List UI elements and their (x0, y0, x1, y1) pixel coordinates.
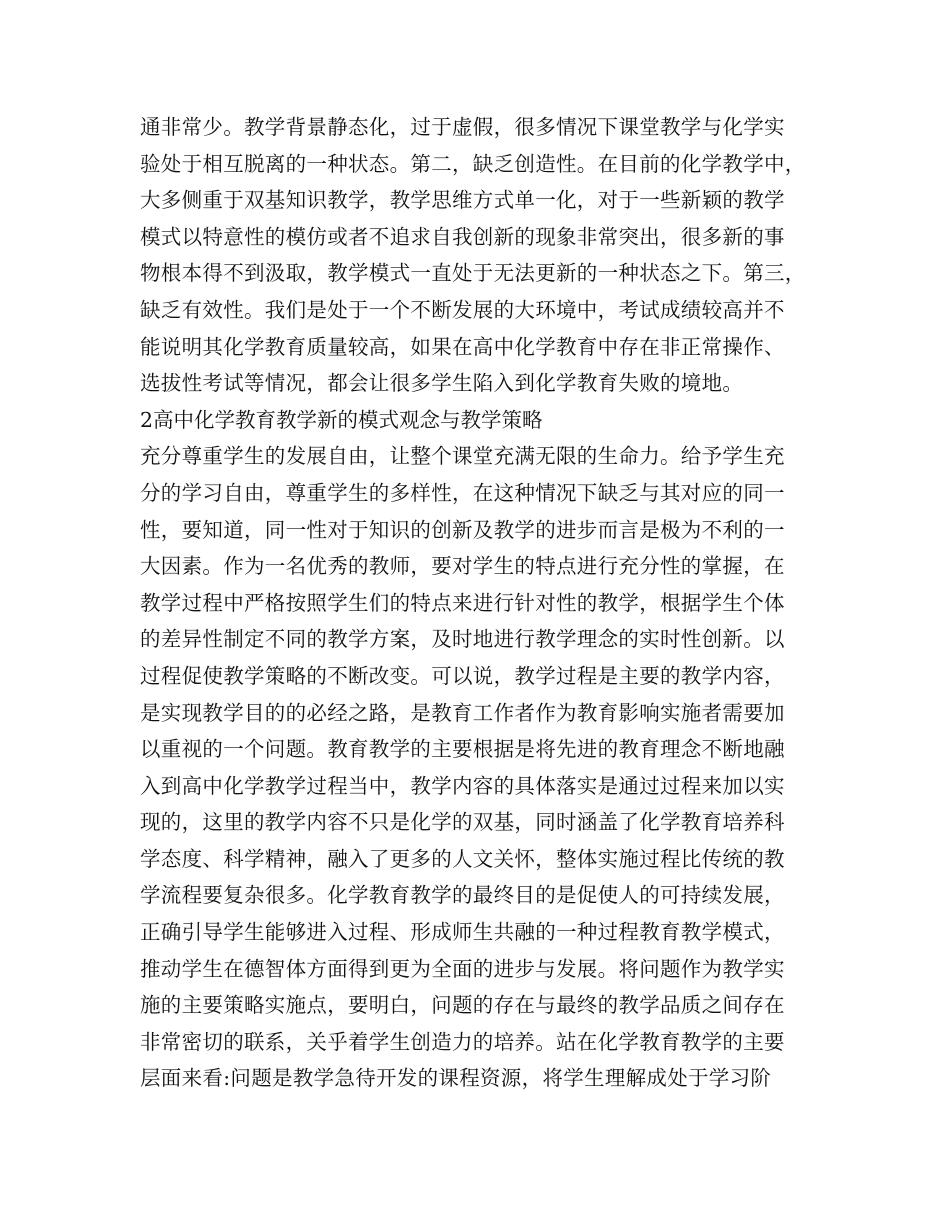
text-line: 以重视的一个问题。教育教学的主要根据是将先进的教育理念不断地融 (140, 737, 785, 762)
text-line: 验处于相互脱离的一种状态。第二，缺乏创造性。在目前的化学教学中， (140, 151, 806, 176)
text-line: 充分尊重学生的发展自由，让整个课堂充满无限的生命力。给予学生充 (140, 444, 785, 469)
text-line: 非常密切的联系，关乎着学生创造力的培养。站在化学教育教学的主要 (140, 1029, 785, 1054)
text-line: 性，要知道，同一性对于知识的创新及教学的进步而言是极为不利的一 (140, 517, 785, 542)
text-line: 模式以特意性的模仿或者不追求自我创新的现象非常突出，很多新的事 (140, 224, 785, 249)
text-line: 选拔性考试等情况，都会让很多学生陷入到化学教育失败的境地。 (140, 371, 744, 396)
text-line: 是实现教学目的的必经之路，是教育工作者作为教育影响实施者需要加 (140, 700, 785, 725)
text-line: 学态度、科学精神，融入了更多的人文关怀，整体实施过程比传统的教 (140, 846, 785, 871)
text-line: 正确引导学生能够进入过程、形成师生共融的一种过程教育教学模式， (140, 920, 785, 945)
text-line: 学流程要复杂很多。化学教育教学的最终目的是促使人的可持续发展， (140, 883, 785, 908)
text-line: 缺乏有效性。我们是处于一个不断发展的大环境中，考试成绩较高并不 (140, 297, 785, 322)
text-line: 物根本得不到汲取，教学模式一直处于无法更新的一种状态之下。第三， (140, 261, 806, 286)
text-line: 层面来看:问题是教学急待开发的课程资源，将学生理解成处于学习阶 (140, 1066, 772, 1091)
text-line: 能说明其化学教育质量较高，如果在高中化学教育中存在非正常操作、 (140, 334, 785, 359)
text-line: 推动学生在德智体方面得到更为全面的进步与发展。将问题作为教学实 (140, 956, 785, 981)
document-body (140, 109, 830, 1097)
text-line: 分的学习自由，尊重学生的多样性，在这种情况下缺乏与其对应的同一 (140, 480, 785, 505)
text-line: 过程促使教学策略的不断改变。可以说，教学过程是主要的教学内容， (140, 663, 785, 688)
text-line: 通非常少。教学背景静态化，过于虚假，很多情况下课堂教学与化学实 (140, 115, 785, 139)
text-line: 施的主要策略实施点，要明白，问题的存在与最终的教学品质之间存在 (140, 993, 785, 1018)
text-line: 大因素。作为一名优秀的教师，要对学生的特点进行充分性的掌握，在 (140, 554, 785, 579)
text-line: 入到高中化学教学过程当中，教学内容的具体落实是通过过程来加以实 (140, 773, 785, 798)
text-line: 的差异性制定不同的教学方案，及时地进行教学理念的实时性创新。以 (140, 627, 785, 652)
text-line: 现的，这里的教学内容不只是化学的双基，同时涵盖了化学教育培养科 (140, 810, 785, 835)
text-line: 教学过程中严格按照学生们的特点来进行针对性的教学，根据学生个体 (140, 590, 785, 615)
text-line: 大多侧重于双基知识教学，教学思维方式单一化，对于一些新颖的教学 (140, 188, 785, 213)
section-heading: 2高中化学教育教学新的模式观念与教学策略 (140, 407, 543, 432)
